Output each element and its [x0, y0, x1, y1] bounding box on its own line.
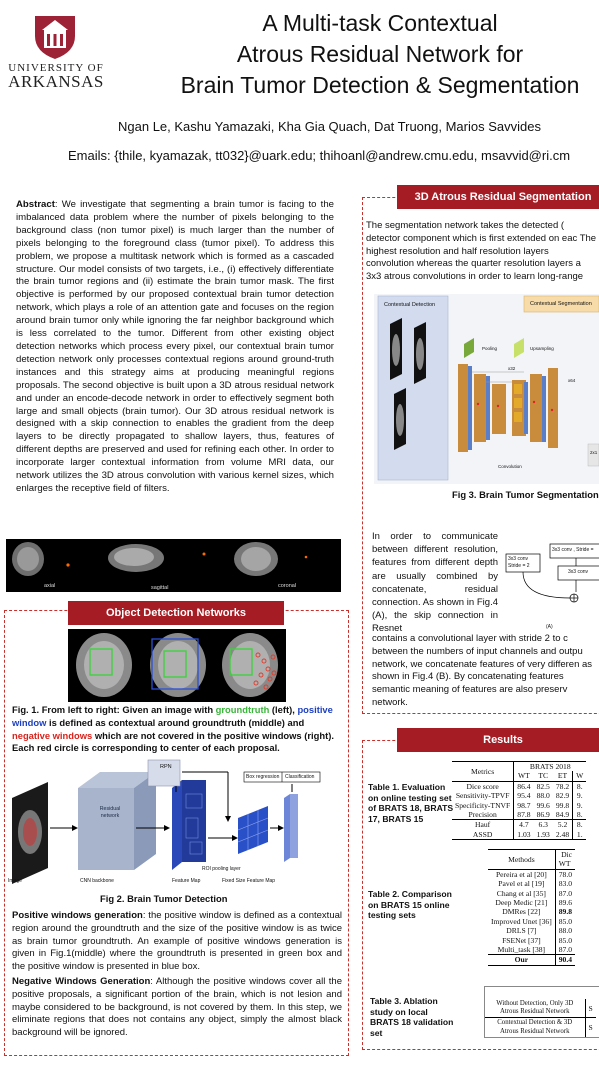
table1-cell: 99.8 — [555, 800, 570, 810]
authors: Ngan Le, Kashu Yamazaki, Kha Gia Quach, Dat Truong, Marios Savvides — [118, 119, 541, 134]
negative-windows-text: : Although the positive windows cover all the positive proposals, a significant portion of the brain, which is not lesion and maybe considered to be background, is not covered by them. In this step, we eliminate regions that does not contains any object, simply the almost black background will be ignored. — [12, 976, 342, 1039]
table1-cell: 86.4 — [517, 781, 531, 791]
table2-cell: Deep Medic [21] — [488, 898, 555, 907]
fig3-label-pooling: Pooling — [482, 346, 498, 351]
fig3-segmentation-architecture — [374, 294, 599, 484]
table3-cell: Without Detection, Only 3D Atrous Residual Network — [485, 999, 585, 1018]
skip-connection-text2: contains a convolutional layer with stride 2 to c between the numbers of input channels and outpu network, we concatenate features of very differen as shown in Fig.4 (B). By concatenating features semantic meaning of features are also preserv network. — [372, 633, 593, 708]
fig2-label-backbone: CNN backbone — [80, 878, 114, 884]
table2-cell: Improved Unet [36] — [488, 917, 555, 926]
positive-windows-label: Positive windows generation — [12, 910, 143, 921]
table1-header-col: W — [573, 771, 587, 781]
fig3-label-convolution: Convolution — [498, 464, 522, 469]
table2-caption: Table 2. Comparison on BRATS 15 online testing sets — [368, 889, 452, 920]
table3-cell: Contextual Detection & 3D Atrous Residual Network — [485, 1018, 585, 1037]
fig2-diagram — [6, 758, 346, 890]
table1-cell: Hauf — [452, 820, 514, 830]
fig4-label-a: (A) — [546, 624, 553, 630]
positive-windows-paragraph — [12, 910, 342, 974]
skip-connection-text: In order to communicate between different resolution, features from different depth are usually combined by concatenate, residual connection. As shown in Fig.4 (A), the skip connection in Resnet — [372, 531, 498, 635]
table-row — [488, 945, 575, 955]
fig4-label-conv-mid: 3x3 conv — [568, 569, 589, 575]
results-banner: Results — [397, 728, 599, 752]
table2-header-wt: WT — [555, 859, 575, 869]
fig3-label-upsampling: Upsampling — [530, 346, 554, 351]
negative-windows-paragraph — [12, 976, 342, 1040]
fig1-caption — [12, 704, 334, 755]
fig4-skip-connection-diagram — [502, 540, 599, 632]
table-row — [485, 999, 596, 1018]
table-row — [452, 820, 586, 830]
segmentation-banner: 3D Atrous Residual Segmentation — [397, 185, 599, 209]
table2-cell: DMRes [22] — [488, 907, 555, 916]
university-logo — [32, 12, 78, 60]
table1-cell: 88.0 — [536, 791, 550, 801]
table-row — [488, 869, 575, 879]
fig4-diagram — [502, 540, 599, 632]
table1-cell: Specificity-TNVF — [452, 801, 514, 810]
table3-cell: S — [585, 999, 596, 1018]
abstract — [16, 199, 334, 496]
table2-cell: Chang et al [35] — [488, 889, 555, 898]
slice-label-sagittal: sagittal — [151, 585, 169, 591]
fig3-diagram — [374, 294, 599, 484]
fig2-caption: Fig 2. Brain Tumor Detection — [100, 893, 228, 904]
table2-cell: Pereira et al [20] — [488, 869, 555, 879]
fig1-images — [68, 629, 286, 702]
table-row — [488, 955, 575, 965]
table1-cell: 8. — [573, 820, 587, 830]
table2-cell: Pavel et al [19] — [488, 879, 555, 888]
fig1-mri-proposals-image — [68, 629, 286, 702]
table2-cell: 90.4 — [558, 955, 573, 965]
table1-cell: 1.93 — [536, 829, 550, 839]
table-row — [452, 830, 586, 840]
table1-cell: 6.3 — [538, 820, 548, 830]
table2-header-dice: Dic — [561, 850, 573, 859]
fig3-label-x64: x64 — [568, 378, 576, 383]
fig1-negative-windows-term: negative windows — [12, 729, 93, 741]
table3-cell: S — [588, 1022, 593, 1032]
table1-cell: Precision — [452, 810, 514, 820]
table2-grid — [488, 849, 575, 966]
fig2-label-box-regression: Box regression — [246, 774, 280, 780]
object-detection-banner: Object Detection Networks — [68, 601, 284, 625]
table2-cell: 78.0 — [558, 869, 573, 879]
table2-cell: 85.0 — [558, 916, 573, 926]
table1-cell: 78.2 — [555, 781, 570, 791]
table1-cell: 82.9 — [555, 791, 570, 801]
table2-cell: 83.0 — [558, 879, 573, 889]
fig1-positive-window-term: positive window — [12, 704, 333, 728]
positive-windows-text: : the positive window is defined as a contextual region around the groundtruth and the size of the positive window is as twice as brain tumor groundtruth. An example of positive windows generation is given in Fig.1(middle) where the groundtruth is presented in green box and the positive window is presented in blue box. — [12, 910, 342, 973]
fig1-groundtruth-term: groundtruth — [215, 704, 270, 715]
poster-title: A Multi-task Contextual Atrous Residual Network for Brain Tumor Detection & Segmentation — [180, 10, 580, 98]
fig4-label-conv-top: 3x3 conv , Stride = — [552, 547, 594, 553]
table3-caption: Table 3. Ablation study on local BRATS 18 validation set — [370, 996, 454, 1038]
table2-cell: 89.8 — [558, 907, 573, 917]
table-row — [488, 907, 575, 916]
university-line2: ARKANSAS — [8, 72, 104, 91]
table1-cell: 82.5 — [536, 781, 550, 791]
table2 — [488, 849, 599, 966]
table1-header-group: BRATS 2018 — [529, 762, 571, 771]
arkansas-crest-icon — [32, 12, 78, 60]
fig2-label-classification: Classification — [285, 774, 315, 780]
table1-cell: 95.4 — [517, 791, 531, 801]
table-row — [452, 801, 586, 810]
fig3-label-ctx-seg: Contextual Segmentation — [530, 301, 592, 307]
table1-cell: 5.2 — [557, 820, 568, 830]
table1-cell: 86.9 — [534, 810, 553, 820]
table-row — [452, 810, 586, 820]
mri-strip — [6, 539, 341, 592]
slice-label-coronal: coronal — [278, 583, 297, 589]
fig3-label-2x1: 2x1 — [590, 450, 598, 455]
table-row — [485, 1018, 596, 1037]
fig4-label-conv-stride: 3x3 conv Stride = 2 — [508, 556, 530, 569]
table1-cell: 8. — [573, 781, 587, 791]
fig3-label-ctx-detection: Contextual Detection — [384, 302, 436, 308]
table1-header-col: ET — [553, 771, 573, 781]
table2-cell: Multi_task [38] — [488, 945, 555, 955]
table1-header-col: WT — [514, 771, 534, 781]
table-row — [452, 791, 586, 800]
fig1-caption-part: which are not covered in the positive windows (right). Each red circle is corresponding to center of each proposal. — [12, 729, 334, 754]
table1-cell: 1.03 — [517, 829, 531, 839]
table-row — [488, 898, 575, 907]
table1-cell: ASSD — [452, 830, 514, 840]
table1-header-col: TC — [534, 771, 553, 781]
table1-cell: 1. — [573, 830, 587, 840]
segmentation-intro: The segmentation network takes the detected ( detector component which is first extended on eac The highest resolution and half resolution layers convolution whereas the quarter resolution layers a 3x3 atrous convolutions in order to learn long-range — [366, 220, 597, 283]
fig2-label-image: Image — [8, 878, 22, 884]
fig1-caption-part: is defined as contextual around groundtruth (middle) and — [46, 716, 305, 728]
university-name — [6, 62, 106, 91]
university-line1: UNIVERSITY OF — [8, 62, 104, 74]
table2-cell: 85.0 — [558, 935, 573, 945]
table1-caption: Table 1. Evaluation on online testing set of BRATS 18, BRATS 17, BRATS 15 — [368, 782, 454, 824]
fig3-label-x32: x32 — [508, 366, 516, 371]
table1-cell: Sensitivity-TPVF — [452, 791, 514, 800]
table1-cell: 2.48 — [555, 829, 570, 839]
table-row — [488, 879, 575, 888]
table2-cell: Our — [488, 955, 555, 965]
negative-windows-label: Negative Windows Generation — [12, 976, 151, 987]
table-row — [452, 781, 586, 791]
table1-cell: 99.6 — [536, 800, 550, 810]
table1-grid — [452, 761, 586, 840]
fig2-label-feature-map: Feature Map — [172, 878, 201, 884]
table2-cell: 87.0 — [555, 945, 575, 955]
table2-header-methods: Methods — [488, 850, 555, 870]
table-row — [488, 936, 575, 945]
abstract-text: : We investigate that segmenting a brain tumor is facing to the imbalanced data problem where the number of pixels belonging to the background class (non tumor pixel) is much larger than the number of pixels belonging to the foreground class (tumor pixel). To address this problem, we propose a multitask network which is formed as a cascaded structure. Our model consists of two targets, i.e., (i) effectively differentiate the brain tumor regions and (ii) estimate the brain tumor mask. The first objective is performed by our proposed contextual brain tumor detection network, which plays a role of an attention gate and focuses on the region around brain tumor only while ignoring the far neighbor background which is less correlated to the tumor. Different from other existing object detection networks which process every pixel, our contextual brain tumor detection network only processes contextual regions around ground-truth instances and this strategy aims at producing meaningful regions proposals. The second objective is built upon a 3D atrous residual network and under an encode-decode network in order to effectively segment both large and small objects (brain tumor). Our 3D atrous residual network is designed with a skip connection to enables the gradient from the deep layers to be directly propagated to shallow layers, thus, features of different depths are preserved and used for refining each other. In order to incorporate larger contextual information from volume MRI data, our network utilizes the 3D atrous convolution with various kernel sizes, which enlarges the receptive field of filters. — [16, 199, 334, 494]
table1-cell: 4.7 — [519, 820, 529, 830]
table-row — [488, 926, 575, 935]
table1-cell: 9. — [573, 801, 587, 810]
table-row — [488, 917, 575, 926]
table1-cell: 87.8 — [514, 810, 534, 820]
table2-cell: 87.0 — [558, 888, 573, 898]
table1-cell: Dice score — [452, 781, 514, 791]
table1 — [452, 761, 599, 840]
fig3-caption: Fig 3. Brain Tumor Segmentation — [452, 489, 599, 500]
fig2-label-rpn: RPN — [160, 764, 172, 770]
slice-label-axial: axial — [44, 583, 56, 589]
table1-cell: 8. — [573, 810, 587, 820]
fig2-label-fixed-size: Fixed Size Feature Map — [222, 878, 276, 884]
table3 — [484, 986, 599, 1038]
emails: Emails: {thile, kyamazak, tt032}@uark.edu; thihoanl@andrew.cmu.edu, msavvid@ri.cm — [68, 148, 571, 163]
table2-cell: DRLS [7] — [488, 926, 555, 935]
fig1-caption-part: Fig. 1. From left to right: Given an image with — [12, 704, 216, 715]
fig2-label-residual: Residual network — [99, 806, 121, 819]
table-row — [488, 889, 575, 898]
table1-cell: 98.7 — [517, 800, 531, 810]
table1-cell: 84.9 — [553, 810, 573, 820]
table1-header-metrics: Metrics — [452, 762, 514, 782]
table2-cell: FSENet [37] — [488, 936, 555, 945]
table2-cell: 88.0 — [558, 926, 573, 936]
fig2-label-roi: ROI pooling layer — [202, 866, 241, 872]
abstract-label: Abstract — [16, 199, 55, 210]
table3-grid — [485, 999, 596, 1037]
table1-cell: 9. — [573, 791, 587, 800]
fig1-caption-part: (left), — [269, 704, 298, 715]
table2-cell: 89.6 — [558, 898, 573, 908]
